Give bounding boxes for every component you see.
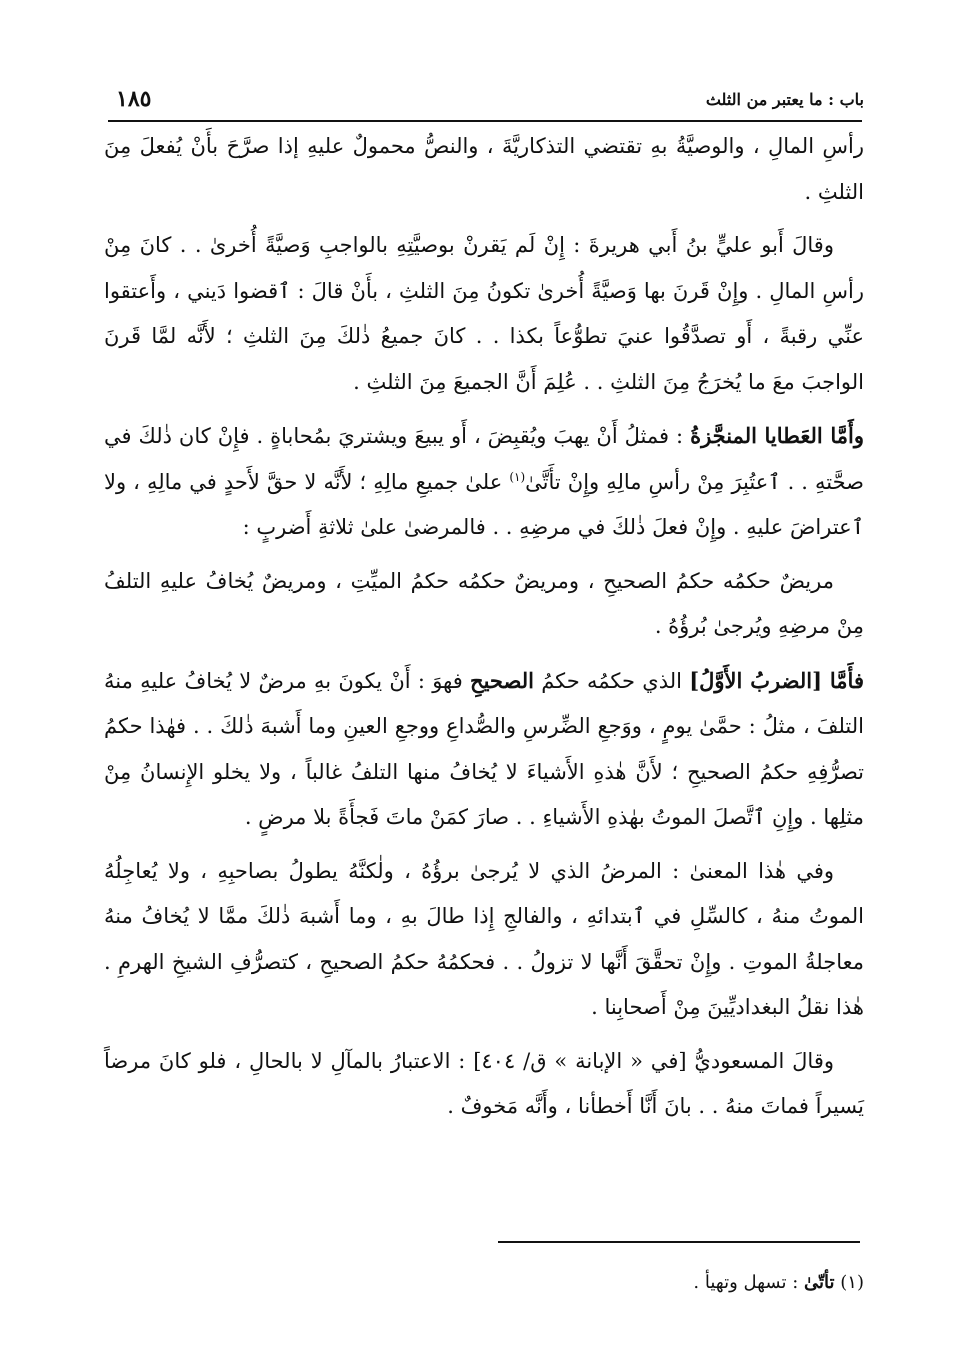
header-rule (108, 120, 862, 122)
footnote-term: تأتّىٰ (804, 1272, 835, 1293)
paragraph (104, 849, 864, 1031)
paragraph (104, 124, 864, 215)
paragraph (104, 413, 864, 551)
paragraph (104, 658, 864, 841)
chapter-title: باب : ما يعتبر من الثلث (705, 90, 864, 109)
text-run: وقالَ أَبو عليٍّ بنُ أَبي هريرةَ : إِنْ لَم يَقرنْ بوصيَّتِهِ بالواجبِ وَصيَّةً أُخرىٰ . . كانَ مِنْ رأسِ المالِ . وإِنْ قَرنَ بها وَصيَّةً أُخرىٰ تكونُ مِنَ الثلثِ ، بأَنْ قالَ : ٱقضوا دَيني ، وأَعتقوا عنِّي رقبةً ، أَو تصدَّقُوا عنيَ تطوُّعاً بكذا . . كانَ جميعُ ذٰلكَ مِنَ الثلثِ ؛ لأَنَّه لمَّا قَرنَ الواجبَ معَ ما يُخرَجُ مِنَ الثلثِ . . عُلِمَ أَنَّ الجميعَ مِنَ الثلثِ . (104, 233, 864, 394)
text-run: الذي حكمُه حكمُ (533, 668, 690, 693)
footnote-reference: (١) (509, 469, 526, 484)
paragraph (104, 223, 864, 405)
text-run: وفي هٰذا المعنىٰ : المرضُ الذي لا يُرجىٰ برؤُهُ ، ولٰكنَّهُ يطولُ بصاحبِهِ ، ولا يُعاجِلُهُ الموتُ منهُ ، كالسِّلِ في ٱبتدائهِ ، والفالجِ إِذا طالَ بهِ ، وما أَشبهَ ذٰلكَ ممَّا لا يُخافُ منهُ معاجلةُ الموتِ . وإِنْ تحقَّقَ أَنَّها لا تزولُ . . فحكمُهُ حكمُ الصحيحِ ، كتصرُّفِ الشيخِ الهرمِ . هٰذا نقلُ البغداديِّينَ مِنْ أَصحابِنا . (104, 858, 864, 1019)
page-number: ١٨٥ (116, 86, 152, 112)
paragraph (104, 1039, 864, 1130)
footnote-rule (498, 1241, 860, 1243)
text-run: وقالَ المسعوديُّ [في « الإبانة » ق/ ٤٠٤] : الاعتبارُ بالمآلِ لا بالحالِ ، فلو كانَ مرضاً يَسيراً فماتَ منهُ . . بانَ أَنَّا أَخطأنا ، وأَنَّه مَخوفٌ . (104, 1048, 864, 1118)
footnote-marker: (١) (840, 1272, 864, 1293)
footnote-text: : تسهل وتهيأ . (693, 1272, 799, 1293)
bold-phrase: الصحيحِ (470, 667, 534, 693)
bold-phrase: وأَمَّا العَطايا المنجَّزةُ (690, 423, 864, 448)
text-run: علىٰ جميعِ مالِهِ ؛ لأَنَّه لا حقَّ لأَحدٍ في مالِهِ ، ولا ٱعتراضَ عليهِ . وإِنْ فعلَ ذٰلكَ في مرضِهِ . . فالمرضىٰ علىٰ ثلاثةِ أَضربٍ : (104, 469, 864, 539)
text-run: : فمثلُ أَنْ يهبَ ويُقبِضَ ، أَو يبيعَ ويشتريَ بمُحاباةٍ . فإِنْ كان ذٰلكَ في صحَّتهِ . . ٱعتُبِرَ مِنْ رأسِ مالِهِ وإِنْ تأَتَّىٰ (104, 424, 864, 494)
body-text (104, 124, 864, 1130)
text-run: رأسِ المالِ ، والوصيَّةُ بهِ تقتضي التذكاريَّةَ ، والنصُّ محمولٌ عليهِ إذا صرَّحَ بأَنْ يُفعلَ مِنَ الثلثِ . (104, 134, 864, 204)
footnote (693, 1272, 864, 1293)
bold-phrase: فأَمَّا [الضربُ الأَوَّلُ] (689, 667, 864, 693)
paragraph (104, 559, 864, 650)
text-run: فهوَ : أَنْ يكونَ بهِ مرضٌ لا يُخافُ عليهِ منهُ التلفَ ، مثلُ : حمَّىٰ يومٍ ، ووَجعِ الضِّرسِ والصُّداعِ ووجعِ العينِ وما أَشبهَ ذٰلكَ . . فهٰذا حكمُ تصرُّفِهِ حكمُ الصحيحِ ؛ لأَنَّ هٰذهِ الأَشياءَ لا يُخافُ منها التلفُ غالباً ، ولا يخلو الإِنسانُ مِنْ مثلِها . وإِنِ ٱتَّصلَ الموتُ بهٰذهِ الأَشياءِ . . صارَ كمَنْ ماتَ فَجأَةً بلا مرضٍ . (104, 668, 864, 829)
text-run: مريضٌ حكمُه حكمُ الصحيحِ ، ومريضٌ حكمُه حكمُ الميِّتِ ، ومريضٌ يُخافُ عليهِ التلفُ مِنْ مرضِهِ ويُرجىٰ بُرؤُهُ . (104, 568, 864, 638)
running-header (110, 86, 864, 120)
